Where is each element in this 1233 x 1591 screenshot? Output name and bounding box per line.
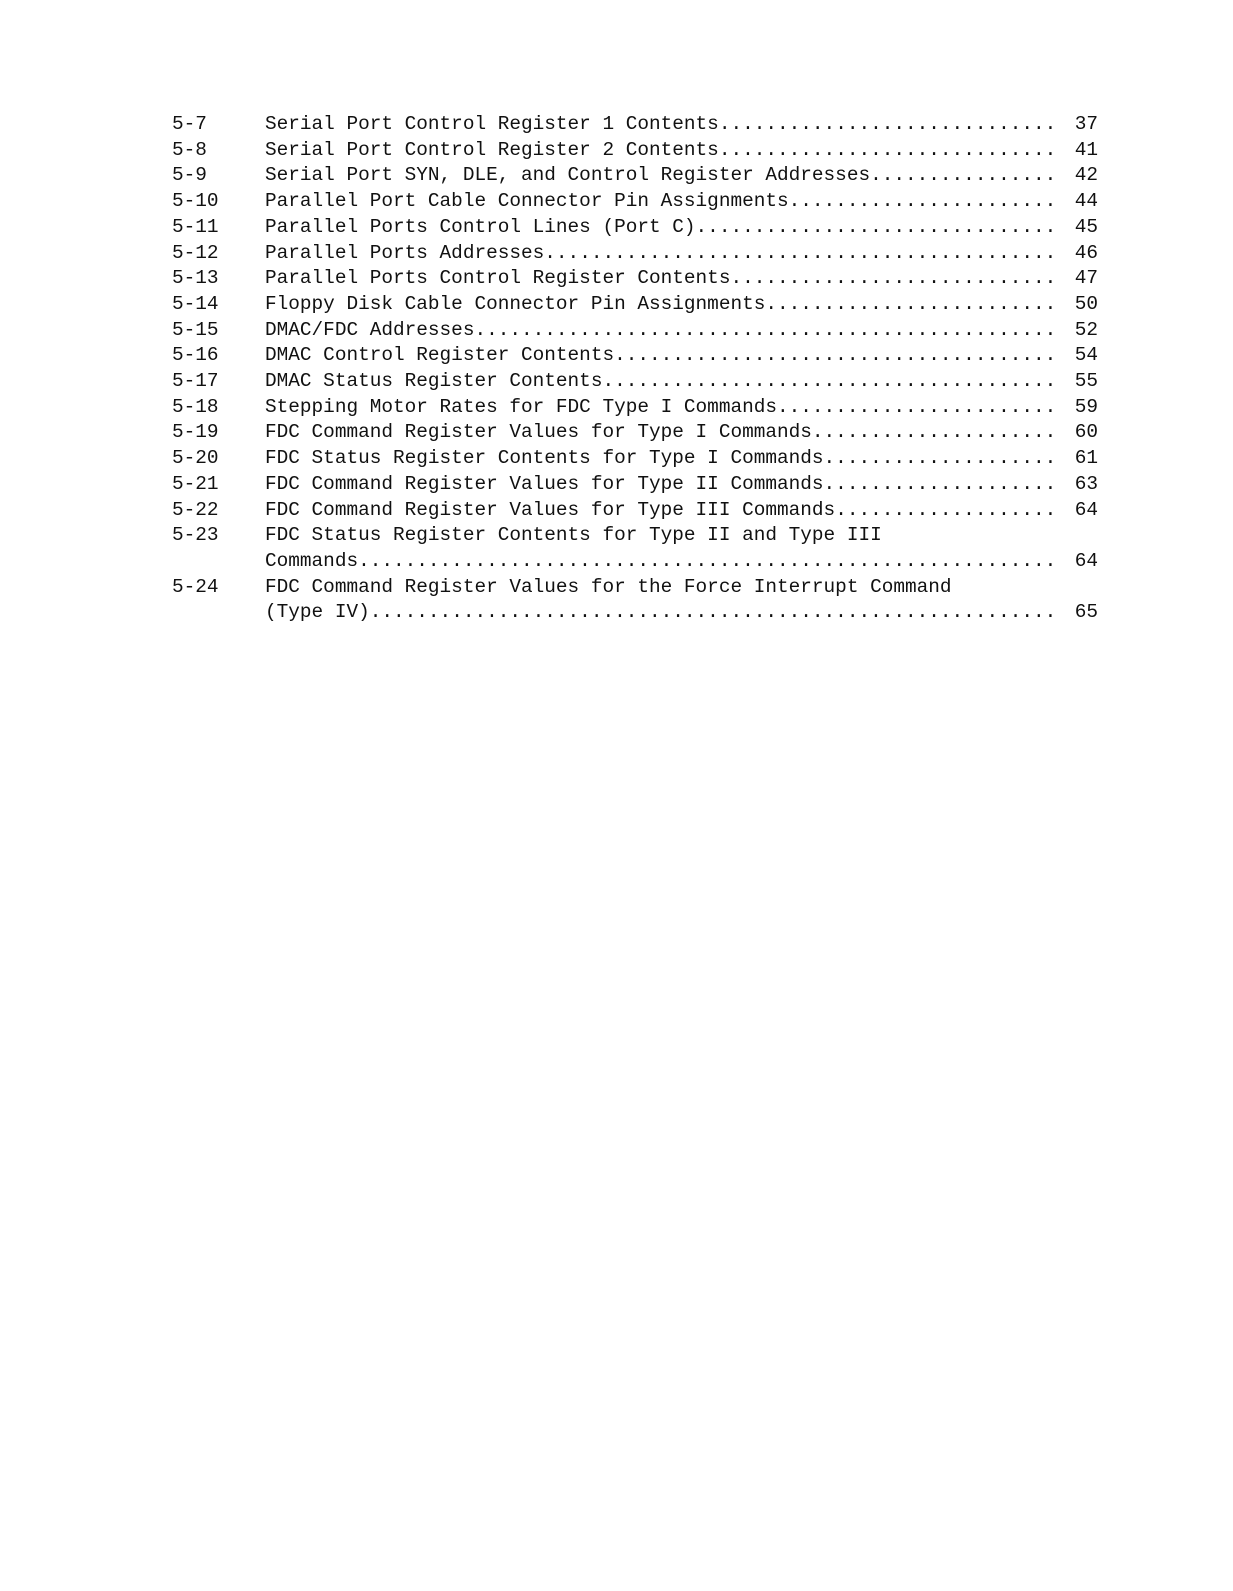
toc-entry [172,420,1098,446]
toc-entry [172,241,1098,267]
entry-title: DMAC/FDC Addresses [265,318,475,341]
toc-entry [172,138,1098,164]
dot-leader [835,498,1060,524]
entry-title: Floppy Disk Cable Connector Pin Assignments [265,292,766,315]
table-number: 5-20 [172,447,219,470]
entry-title: FDC Command Register Values for Type III Commands [265,498,836,521]
list-of-tables [172,112,1098,626]
entry-title: FDC Command Register Values for Type II Commands [265,472,824,495]
toc-entry [172,343,1098,369]
toc-entry [172,266,1098,292]
toc-entry [172,163,1098,189]
entry-title: Parallel Ports Control Register Contents [265,267,731,290]
page-number: 37 [1074,113,1098,135]
table-number: 5-11 [172,215,219,238]
entry-title: Parallel Port Cable Connector Pin Assignments [265,190,789,213]
page-number: 50 [1074,292,1098,315]
page-number: 63 [1074,472,1098,495]
table-number: 5-13 [172,267,219,290]
toc-entry [172,189,1098,215]
dot-leader [719,112,1060,138]
toc-entry [172,215,1098,241]
entry-title: FDC Status Register Contents for Type II and Type III [265,524,882,547]
toc-entry [172,318,1098,344]
entry-title: FDC Command Register Values for the Force Interrupt Command [265,575,952,598]
entry-title: DMAC Status Register Contents [265,370,603,393]
toc-entry [172,395,1098,421]
page-number: 45 [1074,215,1098,238]
dot-leader [777,395,1060,421]
page-number: 59 [1074,395,1098,418]
toc-entry [172,369,1098,395]
page-number: 54 [1074,344,1098,367]
toc-entry [172,575,1098,626]
page-number: 64 [1074,498,1098,521]
table-number: 5-18 [172,395,219,418]
page-number: 61 [1074,447,1098,470]
entry-title: Parallel Ports Control Lines (Port C) [265,215,696,238]
page-number: 47 [1074,267,1098,290]
toc-entry [172,292,1098,318]
toc-entry [172,112,1098,138]
toc-entry [172,498,1098,524]
dot-leader [544,241,1060,267]
table-number: 5-9 [172,164,207,187]
dot-leader [719,138,1060,164]
entry-title: DMAC Control Register Contents [265,344,615,367]
dot-leader [824,446,1060,472]
toc-entry [172,472,1098,498]
table-number: 5-24 [172,575,219,598]
table-number: 5-23 [172,524,219,547]
dot-leader [870,163,1060,189]
table-number: 5-10 [172,190,219,213]
page-number: 55 [1074,370,1098,393]
dot-leader [696,215,1060,241]
page-number: 44 [1074,190,1098,213]
entry-title: Parallel Ports Addresses [265,241,545,264]
entry-title: Serial Port Control Register 1 Contents [265,113,719,135]
page-number: 52 [1074,318,1098,341]
page-number: 41 [1074,138,1098,161]
dot-leader [614,343,1060,369]
table-number: 5-12 [172,241,219,264]
dot-leader [812,420,1060,446]
table-number: 5-19 [172,421,219,444]
toc-entry [172,523,1098,574]
entry-title: Stepping Motor Rates for FDC Type I Commands [265,395,777,418]
dot-leader [730,266,1060,292]
dot-leader [789,189,1060,215]
dot-leader [370,600,1060,626]
entry-title: FDC Command Register Values for Type I Commands [265,421,812,444]
table-number: 5-14 [172,292,219,315]
dot-leader [474,318,1060,344]
table-number: 5-17 [172,370,219,393]
toc-entry [172,446,1098,472]
page-number: 42 [1074,164,1098,187]
dot-leader [765,292,1060,318]
table-number: 5-15 [172,318,219,341]
entry-title: Serial Port Control Register 2 Contents [265,138,719,161]
table-number: 5-7 [172,113,207,135]
dot-leader [824,472,1060,498]
entry-title-continued: (Type IV) [265,601,370,624]
entry-title: FDC Status Register Contents for Type I Commands [265,447,824,470]
page-number: 46 [1074,241,1098,264]
table-number: 5-8 [172,138,207,161]
entry-title-continued: Commands [265,549,359,572]
table-number: 5-21 [172,472,219,495]
dot-leader [358,549,1060,575]
table-number: 5-22 [172,498,219,521]
page-number: 60 [1074,421,1098,444]
page-number: 65 [1074,601,1098,624]
dot-leader [602,369,1060,395]
page-number: 64 [1074,549,1098,572]
table-number: 5-16 [172,344,219,367]
entry-title: Serial Port SYN, DLE, and Control Register Addresses [265,164,871,187]
